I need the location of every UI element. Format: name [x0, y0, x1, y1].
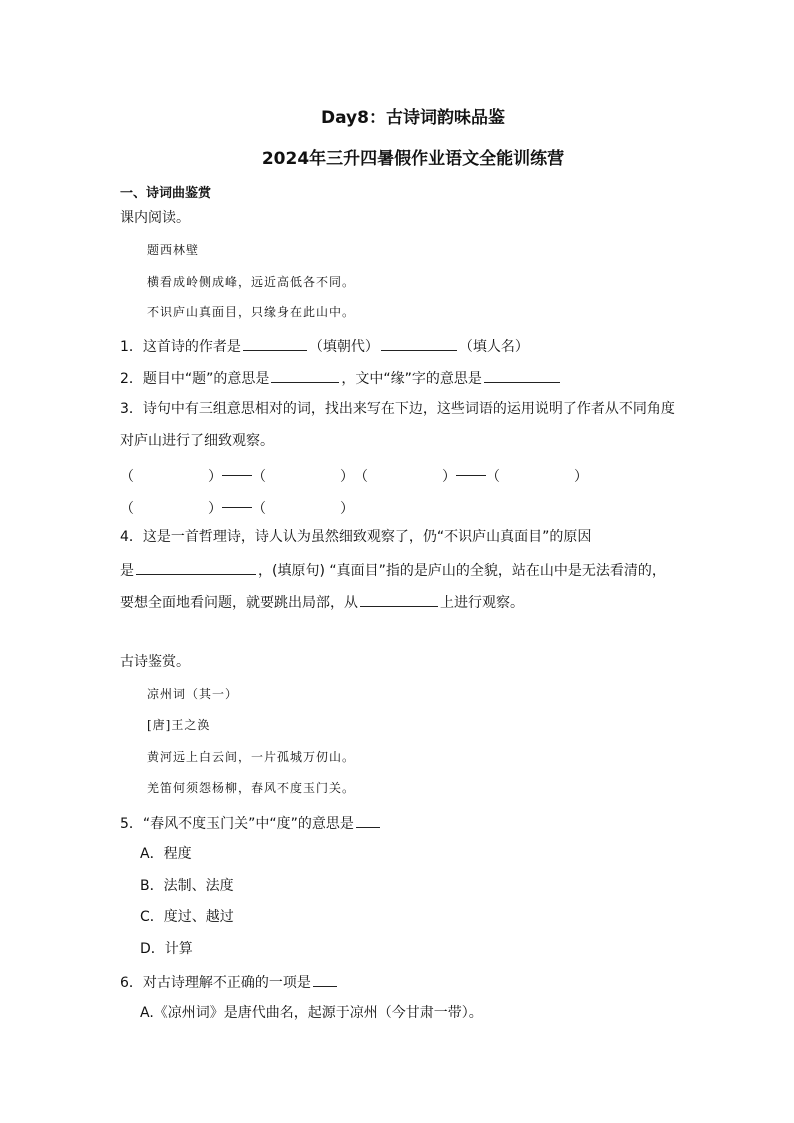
answer-blank[interactable]	[136, 562, 256, 575]
question-4-cont: 是 ，(填原句) “真面目”指的是庐山的全貌，站在山中是无法看清的，	[120, 563, 666, 579]
option-a[interactable]: A.《凉州词》是唐代曲名，起源于凉州（今甘肃一带）。	[140, 1005, 483, 1021]
document-title: Day8：古诗词韵味品鉴	[321, 108, 505, 128]
answer-blank[interactable]	[243, 338, 307, 351]
section-intro: 课内阅读。	[120, 210, 190, 226]
answer-blank[interactable]	[381, 338, 457, 351]
poem-line: 羌笛何须怨杨柳，春风不度玉门关。	[147, 781, 356, 795]
question-5: 5．“春风不度玉门关”中“度”的意思是	[120, 815, 382, 831]
poem-line: 不识庐山真面目，只缘身在此山中。	[147, 305, 356, 319]
answer-blank[interactable]	[360, 594, 438, 607]
poem-line: 横看成岭侧成峰，远近高低各不同。	[147, 275, 356, 289]
option-c[interactable]: C．度过、越过	[140, 909, 234, 925]
option-b[interactable]: B．法制、法度	[140, 878, 234, 894]
question-4-cont: 要想全面地看问题，就要跳出局部，从 上进行观察。	[120, 595, 524, 611]
poem-title: 题西林壁	[147, 243, 200, 257]
poem-line: 黄河远上白云间，一片孤城万仞山。	[147, 750, 356, 764]
section-intro: 古诗鉴赏。	[120, 654, 190, 670]
antonym-pair-1[interactable]: （ ） （ ）	[120, 469, 354, 485]
option-a[interactable]: A．程度	[140, 846, 192, 862]
document-subtitle: 2024年三升四暑假作业语文全能训练营	[261, 149, 565, 169]
question-3-cont: 对庐山进行了细致观察。	[120, 433, 274, 449]
question-6: 6．对古诗理解不正确的一项是	[120, 974, 339, 990]
poem-author: [唐]王之涣	[147, 718, 211, 732]
poem-title: 凉州词（其一）	[147, 687, 239, 701]
question-2: 2．题目中“题”的意思是 ，文中“缘”字的意思是	[120, 370, 562, 386]
answer-blank[interactable]	[271, 370, 339, 383]
option-d[interactable]: D．计算	[140, 941, 193, 957]
antonym-pair-2[interactable]: （ ） （ ）	[354, 469, 588, 485]
section-heading: 一、诗词曲鉴赏	[120, 186, 212, 201]
question-4: 4．这是一首哲理诗，诗人认为虽然细致观察了，仍“不识庐山真面目”的原因	[120, 529, 592, 545]
answer-blank[interactable]	[484, 370, 560, 383]
antonym-pair-3[interactable]: （ ） （ ）	[120, 501, 354, 517]
answer-blank[interactable]	[313, 974, 337, 987]
question-3: 3．诗句中有三组意思相对的词，找出来写在下边，这些词语的运用说明了作者从不同角度	[120, 401, 675, 417]
question-1: 1．这首诗的作者是 （填朝代） （填人名）	[120, 339, 529, 355]
answer-blank[interactable]	[356, 815, 380, 828]
